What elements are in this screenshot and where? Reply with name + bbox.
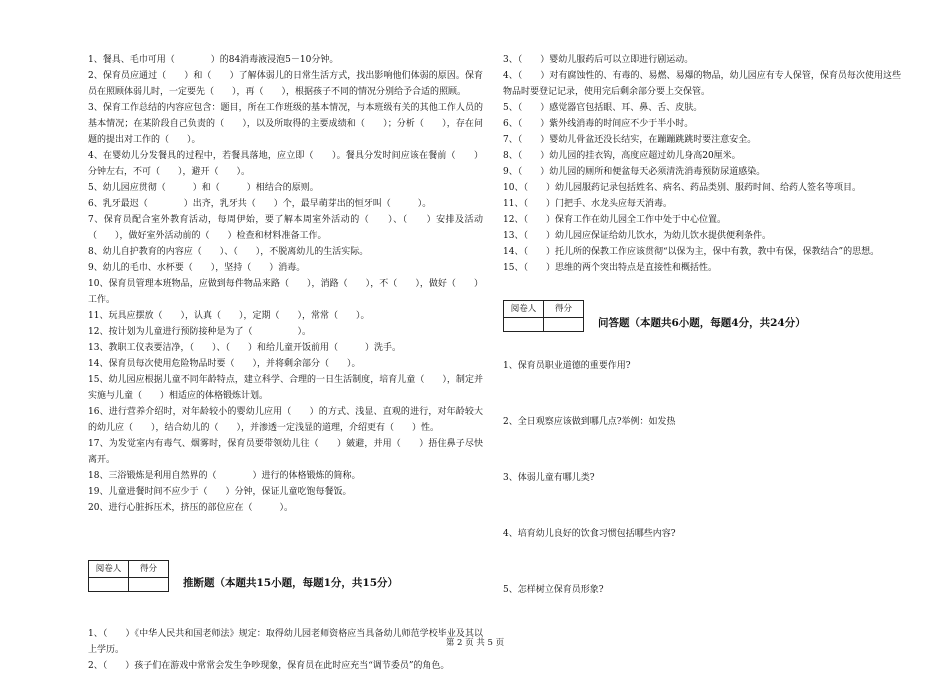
score-label: 得分 (129, 561, 169, 578)
qa-item: 4、培育幼儿良好的饮食习惯包括哪些内容? (503, 529, 676, 539)
question-item: 19、儿童进餐时间不应少于（ ）分钟，保证儿童吃饱每餐饭。 (88, 487, 352, 497)
score-box (88, 560, 169, 592)
question-item: 14、保育员每次使用危险物品时要（ ），并将剩余部分（ ）。 (88, 359, 361, 369)
judge-list-left (88, 626, 483, 674)
question-item: 3、保育工作总结的内容应包含：题目，所在工作班级的基本情况，与本班级有关的其他工作人员的基本情况；在某阶段自己负责的（ ），以及所取得的主要成绩和（ ）；分析（ ），存在问题的提出对工作的（ ）。 (88, 103, 483, 145)
judge-item: 11、（ ）门把手、水龙头应每天消毒。 (503, 199, 672, 209)
judge-item: 10、（ ）幼儿园服药记录包括姓名、病名、药品类别、服药时间、给药人签名等项目。 (503, 183, 861, 193)
judge-section-title: 推断题（本题共15小题，每题1分，共15分） (183, 577, 399, 589)
judge-item: 9、（ ）幼儿园的厕所和便盆每天必须清洗消毒预防尿道感染。 (503, 167, 766, 177)
judge-item: 6、（ ）紫外线消毒的时间应不少于半小时。 (503, 119, 694, 129)
judge-item: 13、（ ）幼儿园应保证给幼儿饮水，为幼儿饮水提供便利条件。 (503, 231, 771, 241)
fill-blank-list (88, 52, 483, 516)
question-item: 7、保育员配合室外教育活动，每周伊始，要了解本周室外活动的（ ）、（ ）安排及活动（ ），做好室外活动前的（ ）检查和材料准备工作。 (88, 215, 483, 241)
question-item: 16、进行营养介绍时，对年龄较小的婴幼儿应用（ ）的方式、浅显、直观的进行，对年龄较大的幼儿应（ ），结合幼儿的（ ），并渗透一定浅显的道理，介绍更有（ ）性。 (88, 407, 483, 433)
question-item: 8、幼儿自护教育的内容应（ ）、（ ），不脱离幼儿的生活实际。 (88, 247, 369, 257)
score-box (503, 300, 584, 332)
score-label: 得分 (544, 301, 584, 318)
question-item: 17、为发觉室内有毒气、烟雾时，保育员要带领幼儿往（ ）皴避，并用（ ）捂住鼻子尽快离开。 (88, 439, 483, 465)
qa-item: 3、体弱儿童有哪儿类? (503, 473, 595, 483)
question-item: 6、乳牙最迟（ ）出齐，乳牙共（ ）个，最早萌芽出的恒牙叫（ ）。 (88, 199, 432, 209)
question-item: 1、餐具、毛巾可用（ ）的84消毒液浸泡5－10分钟。 (88, 55, 339, 65)
question-item: 18、三浴锻炼是利用自然界的（ ）进行的体格锻炼的简称。 (88, 471, 361, 481)
reviewer-label: 阅卷人 (89, 561, 129, 578)
reviewer-cell (89, 578, 129, 592)
reviewer-cell (504, 318, 544, 332)
question-item: 13、教职工仪表要洁净，（ ）、（ ）和给儿童开饭前用（ ）洗手。 (88, 343, 401, 353)
question-item: 5、幼儿园应贯彻（ ）和（ ）相结合的原则。 (88, 183, 319, 193)
judge-item: 4、（ ）对有腐蚀性的、有毒的、易燃、易爆的物品，幼儿园应有专人保管，保育员每次使用这些物品时要登记记录，使用完后剩余部分要上交保管。 (503, 71, 901, 97)
qa-item: 2、全日观察应该做到哪几点?举例：如发热 (503, 417, 676, 427)
judge-item: 1、（ ）《中华人民共和国老师法》规定：取得幼儿园老师资格应当具备幼儿师范学校毕业及其以上学历。 (88, 629, 483, 655)
question-item: 15、幼儿园应根据儿童不同年龄特点，建立科学、合理的一日生活制度，培育儿童（ ），制定并实施与儿童（ ）相适应的体格锻炼计划。 (88, 375, 483, 401)
score-cell (544, 318, 584, 332)
question-item: 11、玩具应摆放（ ），认真（ ），定期（ ），常常（ ）。 (88, 311, 370, 321)
question-item: 10、保育员管理本班物品，应做到每件物品来路（ ），消路（ ），不（ ），做好（ ）工作。 (88, 279, 483, 305)
qa-list (503, 358, 901, 638)
judge-list-right (503, 52, 901, 276)
score-cell (129, 578, 169, 592)
judge-item: 7、（ ）婴幼儿骨盆还没长结实，在蹦蹦跳跳时要注意安全。 (503, 135, 757, 145)
qa-item: 5、怎样树立保育员形象? (503, 585, 604, 595)
question-item: 4、在婴幼儿分发餐具的过程中，若餐具落地，应立即（ ）。餐具分发时间应该在餐前（ ）分钟左右，不可（ ），避开（ ）。 (88, 151, 483, 177)
judge-item: 5、（ ）感觉器官包括眼、耳、鼻、舌、皮肤。 (503, 103, 703, 113)
reviewer-label: 阅卷人 (504, 301, 544, 318)
question-item: 20、进行心脏拆压术，挤压的部位应在（ ）。 (88, 503, 293, 513)
question-item: 9、幼儿的毛巾、水杯要（ ），坚持（ ）消毒。 (88, 263, 306, 273)
judge-item: 15、（ ）思维的两个突出特点是直接性和概括性。 (503, 263, 717, 273)
judge-item: 12、（ ）保育工作在幼儿园全工作中处于中心位置。 (503, 215, 726, 225)
question-item: 2、保育员应通过（ ）和（ ）了解体弱儿的日常生活方式，找出影响他们体弱的原因。保育员在照顾体弱儿时，一定要先（ ），再（ ），根据孩子不同的情况分别给予合适的照顾。 (88, 71, 483, 97)
qa-item: 1、保育员职业道德的重要作用? (503, 361, 631, 371)
judge-item: 8、（ ）幼儿园的挂衣钩，高度应超过幼儿身高20厘米。 (503, 151, 741, 161)
qa-section-title: 问答题（本题共6小题，每题4分，共24分） (598, 317, 806, 329)
right-column (503, 52, 901, 638)
question-item: 12、按计划为儿童进行预防接种是为了（ ）。 (88, 327, 311, 337)
left-column (88, 52, 483, 674)
page-number: 第 2 页 共 5 页 (445, 638, 505, 648)
judge-section-header (88, 546, 483, 592)
judge-item: 3、（ ）婴幼儿服药后可以立即进行剧运动。 (503, 55, 694, 65)
judge-item: 2、（ ）孩子们在游戏中常常会发生争吵现象，保育员在此时应充当“调节委员”的角色。 (88, 661, 450, 671)
qa-section-header (503, 286, 901, 332)
judge-item: 14、（ ）托儿所的保教工作应该贯彻“以保为主，保中有教，教中有保，保教结合”的思想。 (503, 247, 880, 257)
